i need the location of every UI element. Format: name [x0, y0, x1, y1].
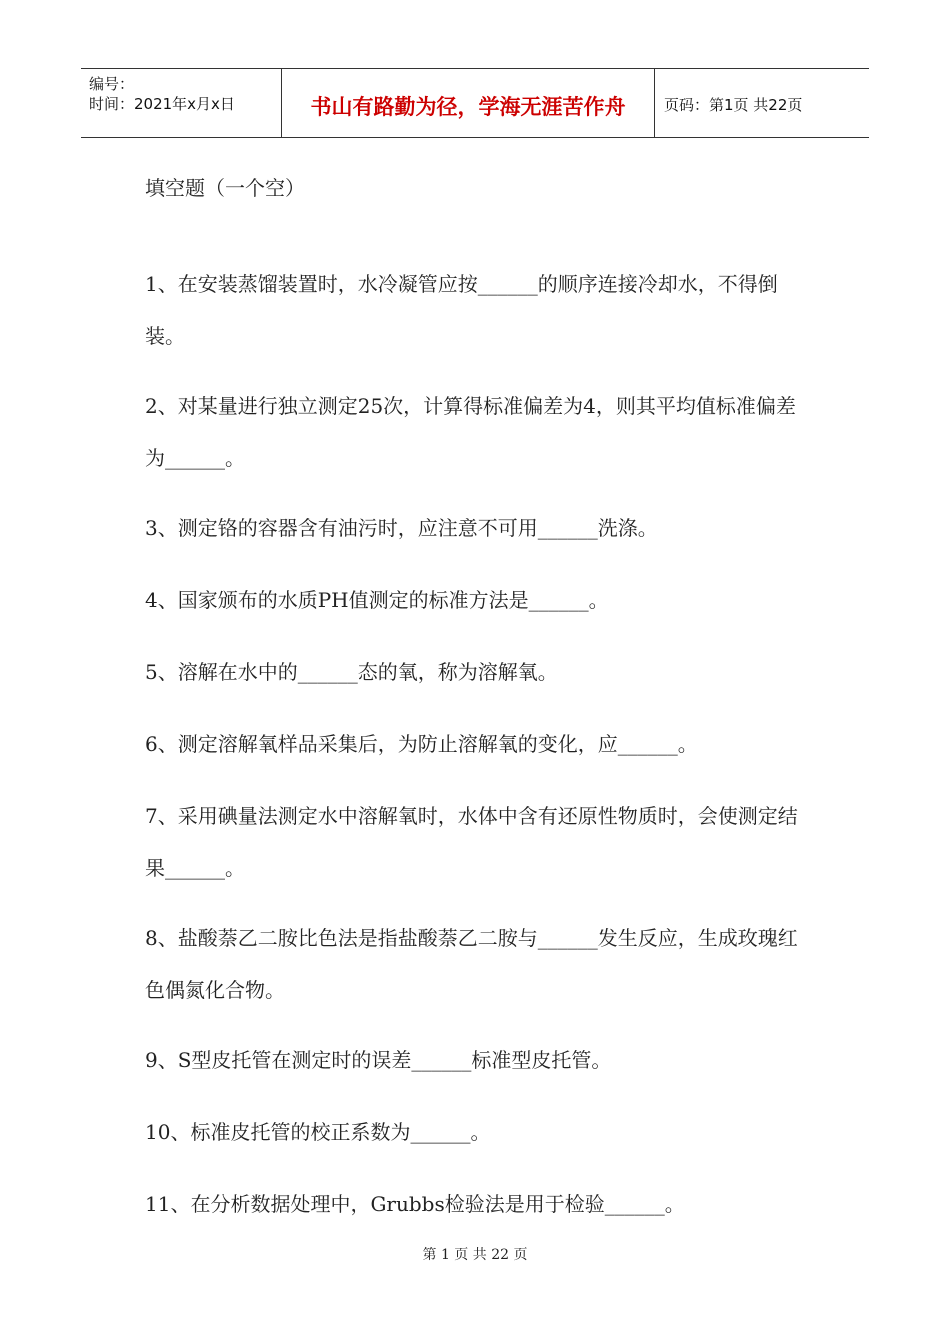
number-label: 编号： — [89, 75, 135, 93]
page-header — [81, 68, 869, 138]
question-4: 4、国家颁布的水质PH值测定的标准方法是______。 — [145, 588, 609, 612]
page-info: 页码：第1页 共22页 — [664, 96, 803, 114]
header-motto-cell — [281, 69, 655, 137]
header-meta — [81, 69, 281, 137]
time-label: 时间：2021年x月x日 — [89, 95, 235, 113]
question-11: 11、在分析数据处理中，Grubbs检验法是用于检验______。 — [145, 1192, 685, 1216]
question-2: 2、对某量进行独立测定25次，计算得标准偏差为4，则其平均值标准偏差为______。 — [145, 394, 796, 470]
page-footer: 第 1 页 共 22 页 — [422, 1247, 528, 1263]
question-10: 10、标准皮托管的校正系数为______。 — [145, 1120, 491, 1144]
header-page-cell — [654, 69, 869, 137]
question-6: 6、测定溶解氧样品采集后，为防止溶解氧的变化，应______。 — [145, 732, 698, 756]
question-1: 1、在安装蒸馏装置时，水冷凝管应按______的顺序连接冷却水，不得倒装。 — [145, 272, 778, 348]
question-7: 7、采用碘量法测定水中溶解氧时，水体中含有还原性物质时，会使测定结果______。 — [145, 804, 798, 880]
question-9: 9、S型皮托管在测定时的误差______标准型皮托管。 — [145, 1048, 612, 1072]
question-3: 3、测定铬的容器含有油污时，应注意不可用______洗涤。 — [145, 516, 658, 540]
question-8: 8、盐酸萘乙二胺比色法是指盐酸萘乙二胺与______发生反应，生成玫瑰红色偶氮化合物。 — [145, 926, 798, 1002]
motto: 书山有路勤为径，学海无涯苦作舟 — [310, 95, 626, 119]
section-title: 填空题（一个空） — [145, 176, 305, 200]
question-5: 5、溶解在水中的______态的氧，称为溶解氧。 — [145, 660, 558, 684]
